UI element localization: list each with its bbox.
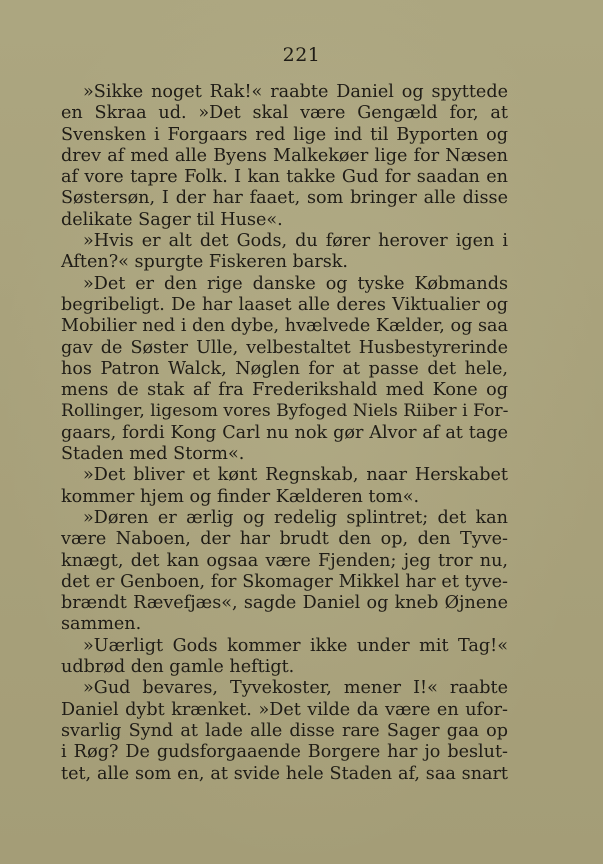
text-line: Staden med Storm«.	[61, 444, 245, 465]
text-line: Søstersøn, I der har faaet, som bringer alle disse	[61, 188, 508, 209]
text-line: være Naboen, der har brudt den op, den Tyve-	[61, 529, 508, 550]
text-line: »Sikke noget Rak!« raabte Daniel og spyttede	[83, 82, 508, 102]
text-line: drev af med alle Byens Malkekøer lige for Næsen	[61, 145, 508, 166]
text-line: Rollinger, ligesom vores Byfoged Niels Riiber i For-	[61, 401, 508, 422]
text-line: »Gud bevares, Tyvekoster, mener I!« raabte	[83, 678, 508, 699]
text-line: delikate Sager til Huse«.	[61, 209, 283, 230]
text-line: gaars, fordi Kong Carl nu nok gør Alvor af at tage	[61, 422, 508, 443]
page-number: 221	[282, 44, 321, 66]
text-line: »Det bliver et kønt Regnskab, naar Herskabet	[83, 465, 508, 486]
text-line: brændt Rævefjæs«, sagde Daniel og kneb Øjnene	[61, 593, 508, 614]
text-line: af vore tapre Folk. I kan takke Gud for saadan en	[61, 167, 508, 188]
text-line: Mobilier ned i den dybe, hvælvede Kælder, og saa	[61, 316, 508, 337]
text-line: knægt, det kan ogsaa være Fjenden; jeg tror nu,	[61, 550, 508, 571]
text-line: hos Patron Walck, Nøglen for at passe det hele,	[61, 358, 508, 379]
text-line: udbrød den gamle heftigt.	[61, 657, 295, 678]
text-line: »Det er den rige danske og tyske Købmands	[83, 273, 508, 294]
text-line: svarlig Synd at lade alle disse rare Sager gaa op	[61, 720, 508, 741]
text-line: en Skraa ud. »Det skal være Gengæld for, at	[61, 103, 508, 124]
text-line: Aften?« spurgte Fiskeren barsk.	[61, 252, 349, 273]
text-line: »Hvis er alt det Gods, du fører herover igen i	[83, 231, 508, 252]
text-line: gav de Søster Ulle, velbestaltet Husbestyrerinde	[61, 337, 508, 358]
text-line: tet, alle som en, at svide hele Staden af, saa snart	[61, 763, 508, 784]
text-line: »Uærligt Gods kommer ikke under mit Tag!«	[83, 635, 508, 656]
text-line: kommer hjem og finder Kælderen tom«.	[61, 486, 420, 507]
text-line: Svensken i Forgaars red lige ind til Byporten og	[61, 124, 508, 145]
text-line: Daniel dybt krænket. »Det vilde da være en ufor-	[61, 699, 508, 720]
body-text	[61, 82, 508, 785]
text-line: mens de stak af fra Frederikshald med Kone og	[61, 380, 508, 401]
text-line: »Døren er ærlig og redelig splintret; det kan	[83, 507, 508, 528]
text-line: i Røg? De gudsforgaaende Borgere har jo beslut-	[61, 742, 508, 763]
text-line: sammen.	[61, 614, 142, 635]
text-line: det er Genboen, for Skomager Mikkel har et tyve-	[61, 571, 508, 592]
text-line: begribeligt. De har laaset alle deres Viktualier og	[61, 294, 508, 315]
